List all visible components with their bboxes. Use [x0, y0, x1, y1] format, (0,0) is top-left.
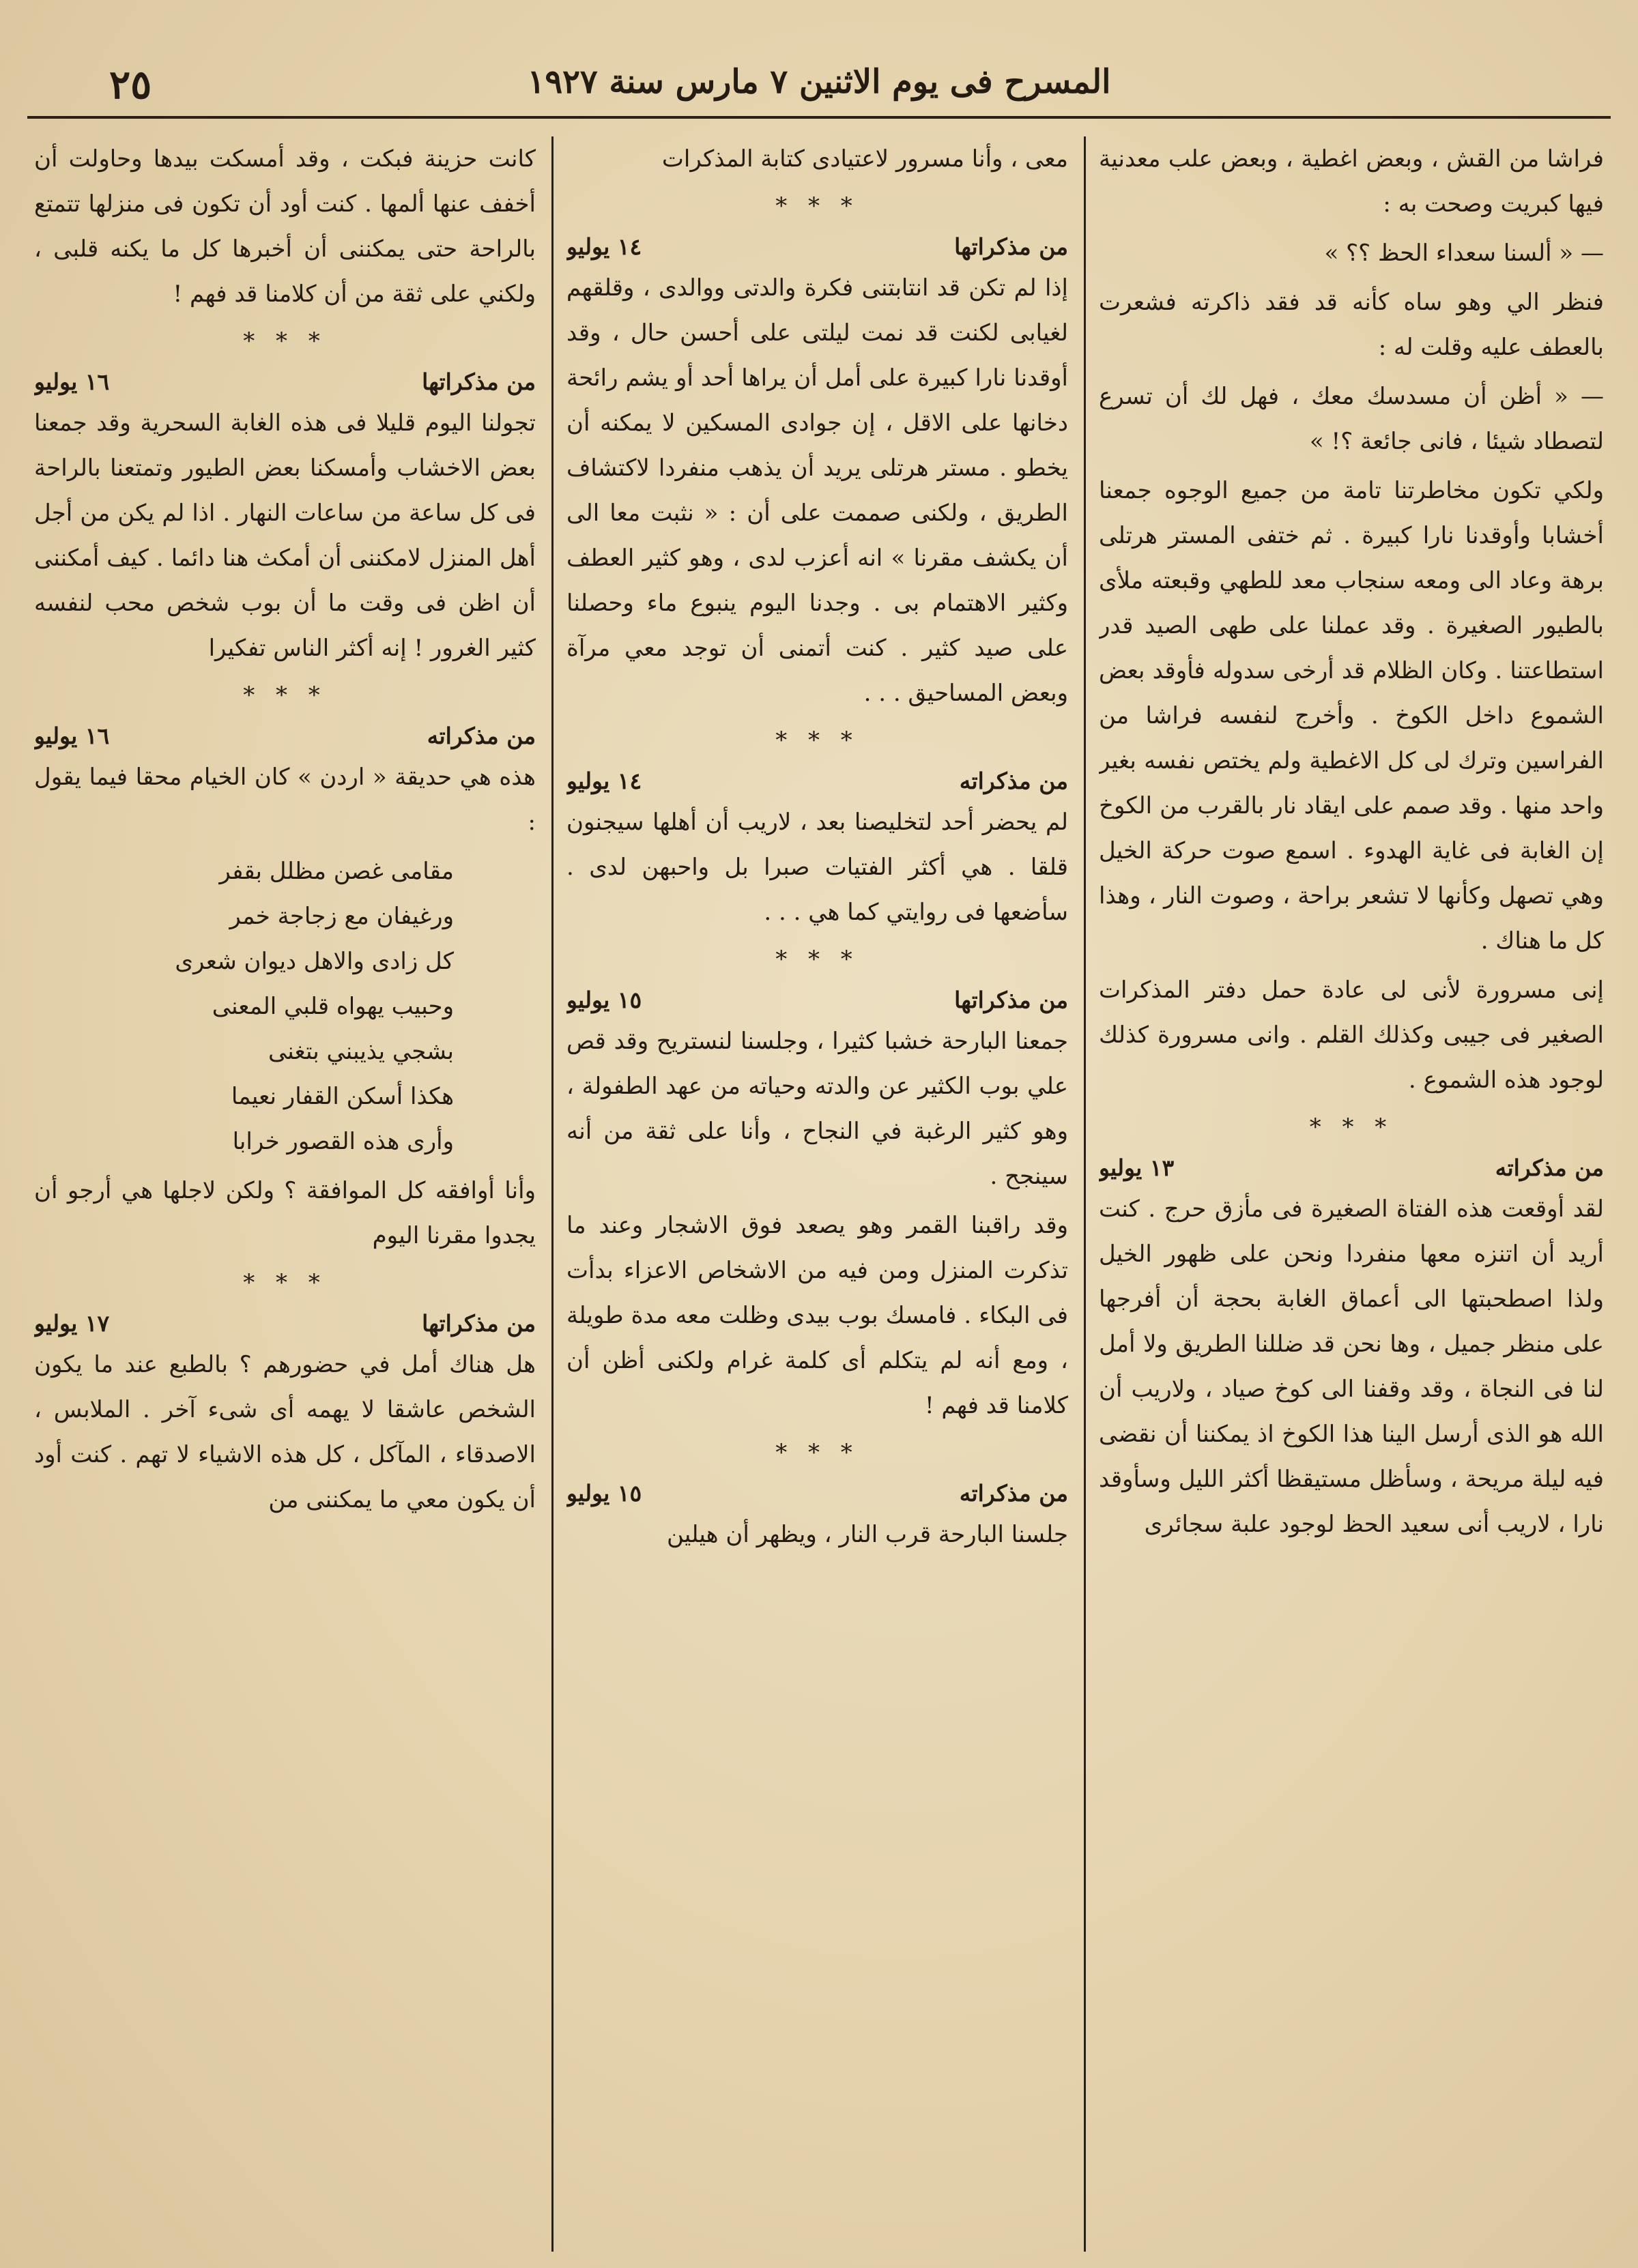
entry-date: ١٧ يوليو	[34, 1310, 110, 1337]
page-number: ٢٥	[109, 61, 152, 108]
article-paragraph: جلسنا البارحة قرب النار ، ويظهر أن هيلين	[666, 1521, 1068, 1548]
entry-date: ١٦ يوليو	[34, 368, 110, 395]
entry-date: ١٤ يوليو	[566, 768, 642, 794]
diary-entry-heading	[34, 723, 536, 749]
right-column	[1099, 136, 1604, 2258]
section-separator: * * *	[775, 727, 859, 754]
poem-line: وأرى هذه القصور خرابا	[232, 1128, 454, 1155]
entry-title: من مذكراته	[1495, 1154, 1604, 1181]
entry-date: ١٥ يوليو	[566, 1480, 642, 1507]
entry-title: من مذكراتها	[422, 1310, 536, 1337]
article-paragraph: تجولنا اليوم قليلا فى هذه الغابة السحرية وقد جمعنا بعض الاخشاب وأمسكنا بعض الطيور وتمتعنا بالراحة فى كل ساعة من ساعات النهار . اذا لم يكن من أجل أهل المنزل لامكننى أن أمكث هنا دائما . كيف أمكننى أن اظن فى وقت ما أن بوب شخص محب لنفسه كثير الغرور ! إنه أكثر الناس تفكيرا	[34, 409, 536, 662]
diary-entry-heading	[566, 768, 1068, 794]
section-separator: * * *	[243, 1269, 327, 1296]
section-separator: * * *	[1309, 1114, 1394, 1141]
article-paragraph: معى ، وأنا مسرور لاعتيادى كتابة المذكرات	[661, 145, 1068, 173]
article-paragraph: إنى مسرورة لأنى لى عادة حمل دفتر المذكرات الصغير فى جيبى وكذلك القلم . وانى مسرورة كذلك لوجود هذه الشموع .	[1099, 976, 1604, 1094]
article-paragraph: لقد أوقعت هذه الفتاة الصغيرة فى مأزق حرج . كنت أريد أن اتنزه معها منفردا ونحن على ظهور الخيل ولذا اصطحبتها الى أعماق الغابة بحجة أن أفرجها على منظر جميل ، وها نحن قد ضللنا الطريق ولا أمل لنا فى النجاة ، وقد وقفنا الى كوخ صياد ، ولاريب أن الله هو الذى أرسل الينا هذا الكوخ اذ يمكننا أن نقضى فيه ليلة مريحة ، وسأظل مستيقظا أكثر الليل وسأوقد نارا ، لاريب أنى سعيد الحظ لوجود علبة سجائرى	[1099, 1195, 1604, 1538]
section-separator: * * *	[775, 1439, 859, 1466]
article-paragraph: وأنا أوافقه كل الموافقة ؟ ولكن لاجلها هي أرجو أن يجدوا مقرنا اليوم	[34, 1177, 536, 1249]
column-divider	[1084, 136, 1086, 2252]
section-separator: * * *	[775, 192, 859, 220]
article-paragraph: — « أظن أن مسدسك معك ، فهل لك أن تسرع لتصطاد شيئا ، فانى جائعة ؟! »	[1099, 383, 1604, 455]
poem-line: ورغيفان مع زجاجة خمر	[229, 903, 454, 930]
entry-date: ١٤ يوليو	[566, 233, 642, 260]
poem-line: بشجي يذيبني بتغنى	[268, 1038, 454, 1065]
article-paragraph: ولكي تكون مخاطرتنا تامة من جميع الوجوه جمعنا أخشابا وأوقدنا نارا كبيرة . ثم ختفى المستر هرتلى برهة وعاد الى ومعه سنجاب معد للطهي وقبعته ملأى بالطيور الصغيرة . وقد عملنا على طهى الصيد قدر استطاعتنا . وكان الظلام قد أرخى سدوله فأوقد بعض الشموع داخل الكوخ . وأخرج لنفسه فراشا من الفراسين وترك لى كل الاغطية ولم يختص نفسه بغير واحد منها . وقد صمم على ايقاد نار بالقرب من الكوخ إن الغابة فى غاية الهدوء . اسمع صوت حركة الخيل وهي تصهل وكأنها لا تشعر براحة ، وصوت النار ، وهذا كل ما هناك .	[1099, 477, 1604, 955]
poem-line: هكذا أسكن القفار نعيما	[231, 1083, 454, 1110]
article-paragraph: جمعنا البارحة خشبا كثيرا ، وجلسنا لنستريح وقد قص علي بوب الكثير عن والدته وحياته من عهد الطفولة ، وهو كثير الرغبة في النجاح ، وأنا على ثقة من أنه سينجح .	[566, 1028, 1068, 1190]
article-paragraph: وقد راقبنا القمر وهو يصعد فوق الاشجار وعند ما تذكرت المنزل ومن فيه من الاشخاص الاعزاء بدأت فى البكاء . فامسك بوب بيدى وظلت معه مدة طويلة ، ومع أنه لم يتكلم أى كلمة غرام ولكنى أظن أن كلامنا قد فهم !	[566, 1212, 1068, 1419]
column-divider	[551, 136, 554, 2252]
header-rule	[27, 116, 1611, 119]
middle-column	[566, 136, 1068, 2258]
article-paragraph: كانت حزينة فبكت ، وقد أمسكت بيدها وحاولت أن أخفف عنها ألمها . كنت أود أن تكون فى منزلها تتمتع بالراحة حتى يمكننى أن أخبرها كل ما يكنه قلبى ، ولكني على ثقة من أن كلامنا قد فهم !	[34, 145, 536, 308]
entry-date: ١٣ يوليو	[1099, 1154, 1175, 1181]
section-separator: * * *	[243, 682, 327, 709]
diary-entry-heading	[566, 233, 1068, 260]
diary-entry-heading	[34, 368, 536, 395]
article-paragraph: هذه هي حديقة « اردن » كان الخيام محقا فيما يقول :	[34, 764, 536, 836]
issue-title: المسرح فى يوم الاثنين ٧ مارس سنة ١٩٢٧	[527, 63, 1111, 101]
article-paragraph: فنظر الي وهو ساه كأنه قد فقد ذاكرته فشعرت بالعطف عليه وقلت له :	[1099, 289, 1604, 361]
poem-block	[34, 849, 536, 1164]
section-separator: * * *	[243, 328, 327, 355]
entry-title: من مذكراتها	[954, 233, 1068, 260]
article-paragraph: هل هناك أمل في حضورهم ؟ بالطبع عند ما يكون الشخص عاشقا لا يهمه أى شىء آخر . الملابس ، الاصدقاء ، المآكل ، كل هذه الاشياء لا تهم . كنت أود أن يكون معي ما يمكننى من	[34, 1351, 536, 1513]
article-paragraph: إذا لم تكن قد انتابتنى فكرة والدتى ووالدى ، وقلقهم لغيابى لكنت قد نمت ليلتى على أحسن حال ، وقد أوقدنا نارا كبيرة على أمل أن يراها أحد أو يشم رائحة دخانها على الاقل ، إن جوادى المسكين لا يمكنه أن يخطو . مستر هرتلى يريد أن يذهب منفردا لاكتشاف الطريق ، ولكنى صممت على أن : « نثبت معا الى أن يكشف مقرنا » انه أعزب لدى ، وهو كثير العطف وكثير الاهتمام بى . وجدنا اليوم ينبوع ماء وحصلنا على صيد كثير . كنت أتمنى أن توجد معي مرآة وبعض المساحيق . . .	[566, 274, 1068, 707]
section-separator: * * *	[775, 946, 859, 973]
page-header	[27, 48, 1611, 108]
entry-title: من مذكراته	[959, 1480, 1068, 1507]
poem-line: كل زادى والاهل ديوان شعرى	[175, 948, 454, 975]
entry-date: ١٥ يوليو	[566, 987, 642, 1013]
diary-entry-heading	[566, 1480, 1068, 1507]
article-paragraph: فراشا من القش ، وبعض اغطية ، وبعض علب معدنية فيها كبريت وصحت به :	[1099, 145, 1604, 218]
poem-line: مقامى غصن مظلل بقفر	[219, 858, 454, 885]
left-column	[34, 136, 536, 2258]
entry-title: من مذكراتها	[422, 368, 536, 395]
poem-line: وحبيب يهواه قلبي المعنى	[212, 993, 454, 1020]
article-paragraph: لم يحضر أحد لتخليصنا بعد ، لاريب أن أهلها سيجنون قلقا . هي أكثر الفتيات صبرا بل واحبهن لدى . سأضعها فى روايتي كما هي . . .	[566, 809, 1068, 926]
diary-entry-heading	[34, 1310, 536, 1337]
entry-title: من مذكراته	[959, 768, 1068, 794]
diary-entry-heading	[1099, 1154, 1604, 1181]
entry-title: من مذكراته	[427, 723, 536, 749]
entry-date: ١٦ يوليو	[34, 723, 110, 749]
entry-title: من مذكراتها	[954, 987, 1068, 1013]
article-paragraph: — « ألسنا سعداء الحظ ؟؟ »	[1324, 239, 1604, 267]
diary-entry-heading	[566, 987, 1068, 1013]
